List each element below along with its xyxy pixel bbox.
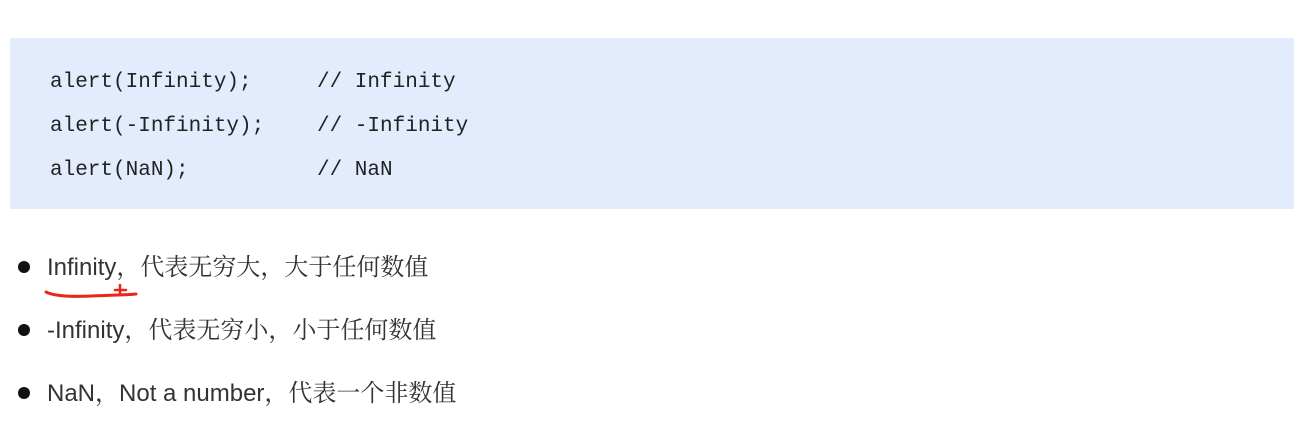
- bullet-item-nan: [18, 377, 456, 411]
- annotation-underline-infinity: [42, 282, 142, 302]
- bullet-term: Infinity: [47, 254, 117, 281]
- bullet-text: Not a number，代表一个非数值: [119, 380, 457, 407]
- bullet-separator: ，: [95, 380, 120, 407]
- code-line: [50, 156, 393, 186]
- bullet-dot-icon: [18, 261, 30, 273]
- bullet-dot-icon: [18, 324, 30, 336]
- code-call: alert(Infinity);: [50, 71, 252, 94]
- bullet-text: 代表无穷大，大于任何数值: [140, 254, 429, 281]
- code-block: [10, 38, 1294, 209]
- bullet-item-infinity: [18, 251, 428, 285]
- code-call: alert(NaN);: [50, 159, 189, 182]
- code-line: [50, 112, 468, 142]
- code-comment: // Infinity: [317, 71, 456, 94]
- bullet-term: -Infinity: [47, 317, 125, 344]
- bullet-separator: ，: [124, 317, 149, 344]
- bullet-separator: ，: [116, 254, 141, 281]
- bullet-text: 代表无穷小，小于任何数值: [148, 317, 437, 344]
- bullet-term: NaN: [47, 380, 96, 407]
- code-comment: // -Infinity: [317, 115, 469, 138]
- code-comment: // NaN: [317, 159, 393, 182]
- code-call: alert(-Infinity);: [50, 115, 265, 138]
- bullet-dot-icon: [18, 387, 30, 399]
- bullet-item-negative-infinity: [18, 314, 436, 348]
- code-line: [50, 68, 456, 98]
